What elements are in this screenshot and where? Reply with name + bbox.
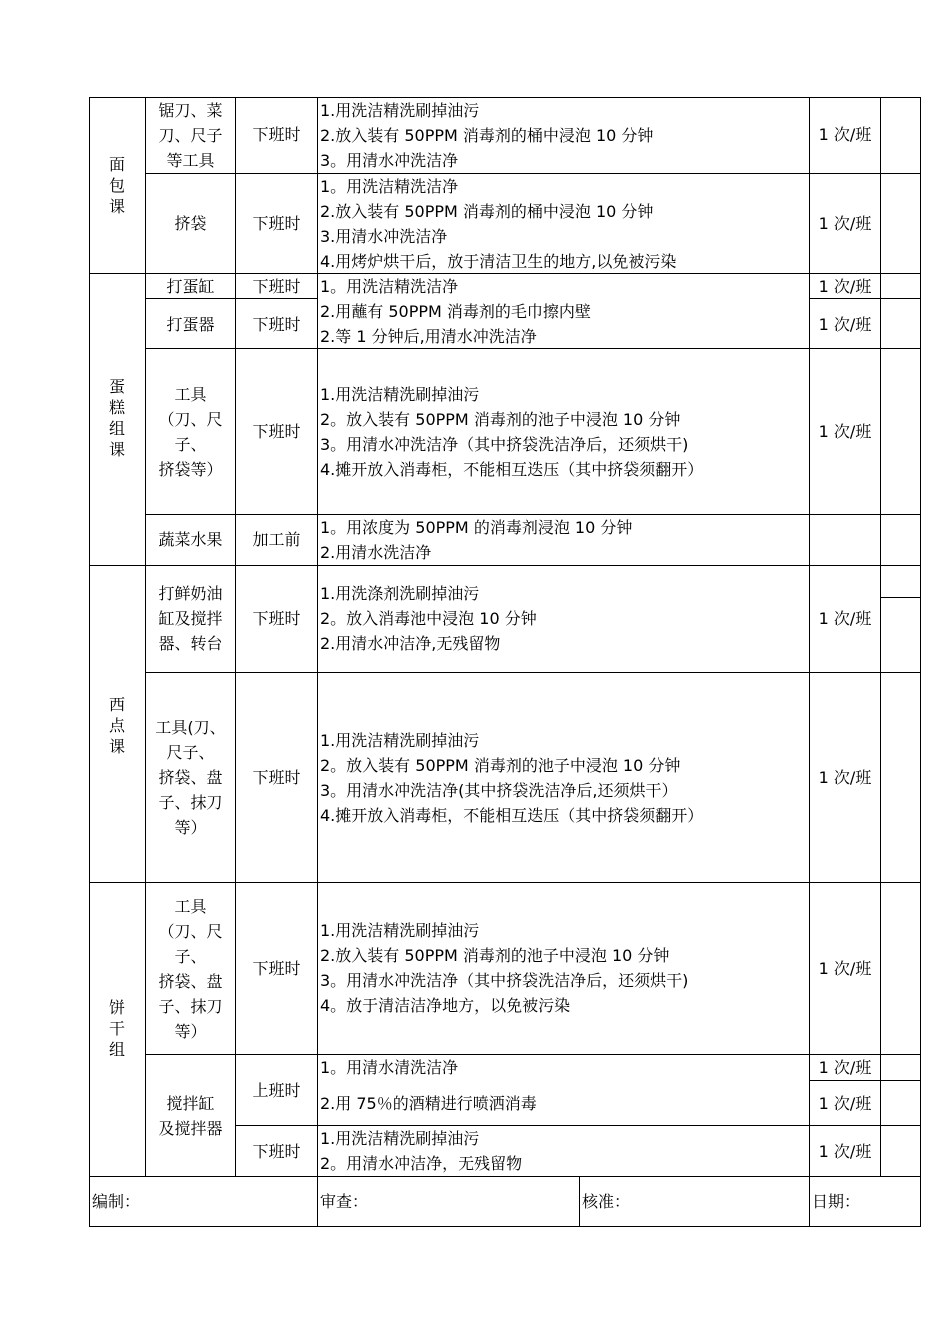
item-name: 工具 （刀、尺 子、 挤袋、盘 子、抹刀 等）	[158, 897, 223, 1041]
item-name: 工具 （刀、尺 子、 挤袋等）	[158, 385, 223, 479]
footer-prepared-label: 编制：	[92, 1192, 141, 1211]
frequency-cell: 1 次/班	[818, 1094, 872, 1113]
time-cell: 下班时	[252, 315, 301, 334]
frequency-cell: 1 次/班	[818, 125, 872, 144]
item-name: 蔬菜水果	[158, 530, 223, 549]
item-name: 挤袋	[174, 214, 207, 233]
item-name: 锯刀、菜 刀、尺子 等工具	[158, 101, 223, 170]
frequency-cell: 1 次/班	[818, 959, 872, 978]
frequency-cell: 1 次/班	[818, 609, 872, 628]
steps-cell: 1。用洗洁精洗洁净 2.放入装有 50PPM 消毒剂的桶中浸泡 10 分钟 3.用清水冲洗洁净 4.用烤炉烘干后，放于清洁卫生的地方,以免被污染	[320, 177, 677, 271]
item-name: 搅拌缸 及搅拌器	[158, 1094, 223, 1138]
steps-cell: 1.用洗洁精洗刷掉油污 2。放入装有 50PPM 消毒剂的池子中浸泡 10 分钟 3。用清水冲洗洁净(其中挤袋洗洁净后,还须烘干） 4.摊开放入消毒柜，不能相互迭压（其中挤袋须翻开）	[320, 731, 704, 825]
item-name: 打蛋缸	[166, 277, 215, 296]
section-name: 饼干组	[108, 998, 125, 1059]
steps-cell: 1.用洗洁精洗刷掉油污 2.放入装有 50PPM 消毒剂的桶中浸泡 10 分钟 3。用清水冲洗洁净	[320, 101, 654, 170]
steps-cell: 1。用浓度为 50PPM 的消毒剂浸泡 10 分钟 2.用清水洗洁净	[320, 518, 633, 562]
steps-cell: 1.用洗洁精洗刷掉油污 2。放入装有 50PPM 消毒剂的池子中浸泡 10 分钟 3。用清水冲洗洁净（其中挤袋洗洁净后，还须烘干) 4.摊开放入消毒柜，不能相互迭压（其中挤袋须翻开）	[320, 385, 704, 479]
steps-cell: 2.用蘸有 50PPM 消毒剂的毛巾擦内壁 2.等 1 分钟后,用清水冲洗洁净	[320, 302, 591, 346]
time-cell: 下班时	[252, 277, 301, 296]
frequency-cell: 1 次/班	[818, 1058, 872, 1077]
time-cell: 加工前	[252, 530, 301, 549]
section-name: 面包课	[108, 155, 125, 216]
frequency-cell: 1 次/班	[818, 214, 872, 233]
frequency-cell: 1 次/班	[818, 768, 872, 787]
item-name: 工具(刀、 尺子、 挤袋、盘 子、抹刀 等）	[155, 718, 226, 837]
steps-cell: 1.用洗洁精洗刷掉油污 2.放入装有 50PPM 消毒剂的池子中浸泡 10 分钟 3。用清水冲洗洁净（其中挤袋洗洁净后，还须烘干) 4。放于清洁洁净地方，以免被污染	[320, 921, 689, 1015]
footer-approved-label: 核准：	[582, 1192, 631, 1211]
time-cell: 下班时	[252, 609, 301, 628]
time-cell: 下班时	[252, 768, 301, 787]
section-name: 西点课	[108, 695, 125, 756]
time-cell: 下班时	[252, 422, 301, 441]
steps-cell: 1。用清水清洗洁净	[320, 1058, 459, 1077]
item-name: 打鲜奶油 缸及搅拌 器、转台	[158, 584, 223, 653]
time-cell: 下班时	[252, 1142, 301, 1161]
time-cell: 下班时	[252, 214, 301, 233]
footer-date-label: 日期：	[812, 1192, 861, 1211]
frequency-cell: 1 次/班	[818, 1142, 872, 1161]
steps-cell: 1。用洗洁精洗洁净	[320, 277, 459, 296]
time-cell: 下班时	[252, 959, 301, 978]
frequency-cell: 1 次/班	[818, 277, 872, 296]
time-cell: 下班时	[252, 125, 301, 144]
time-cell: 上班时	[252, 1081, 301, 1100]
steps-cell: 2.用 75％的酒精进行喷洒消毒	[320, 1094, 537, 1113]
steps-cell: 1.用洗涤剂洗刷掉油污 2。放入消毒池中浸泡 10 分钟 2.用清水冲洁净,无残留物	[320, 584, 537, 653]
frequency-cell: 1 次/班	[818, 422, 872, 441]
section-name: 蛋糕组课	[108, 377, 125, 459]
item-name: 打蛋器	[166, 315, 215, 334]
footer-reviewed-label: 审查：	[320, 1192, 369, 1211]
frequency-cell: 1 次/班	[818, 315, 872, 334]
steps-cell: 1.用洗洁精洗刷掉油污 2。用清水冲洁净，无残留物	[320, 1129, 523, 1173]
